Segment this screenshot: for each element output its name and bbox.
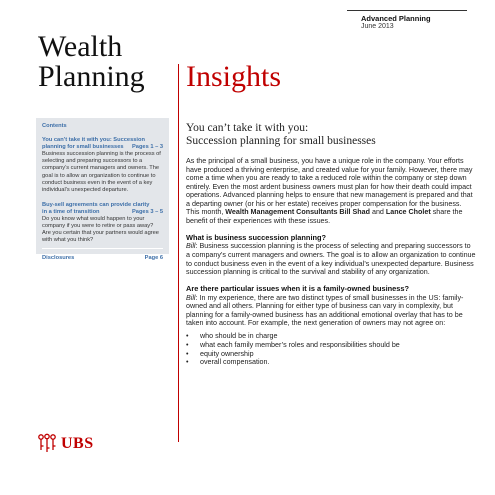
answer-1-speaker: Bill	[186, 242, 196, 251]
article-title-line-2: Succession planning for small businesses	[186, 135, 376, 147]
contents-divider	[42, 248, 163, 249]
disagreement-list	[186, 332, 476, 366]
contents-item-2-row[interactable]	[42, 209, 163, 216]
question-2-heading: Are there particular issues when it is a family-owned business?	[186, 284, 410, 294]
list-item: • equity ownership	[200, 350, 476, 359]
article-title-line-1: You can’t take it with you:	[186, 122, 309, 134]
ubs-keys-icon	[36, 433, 58, 455]
contents-item-2-pages[interactable]: Pages 3 – 5	[132, 208, 163, 215]
contents-item-1-title-line-1[interactable]: You can’t take it with you: Succession	[42, 137, 145, 144]
consultant-names: Wealth Management Consultants Bill Shad	[225, 208, 370, 217]
ubs-logo	[36, 433, 94, 455]
list-item: • what each family member’s roles and responsibilities should be	[200, 341, 476, 350]
list-item: • overall compensation.	[200, 358, 476, 367]
contents-item-1-row[interactable]	[42, 144, 163, 151]
publication-meta	[361, 15, 431, 31]
intro-end: share the benefit of their experiences with these issues.	[186, 208, 463, 225]
contents-item-1-pages[interactable]: Pages 1 – 3	[132, 144, 163, 151]
article-body	[186, 157, 476, 367]
contents-item-3-pages[interactable]: Page 6	[144, 255, 163, 262]
contents-item-2-title-line-2[interactable]: in a time of transition	[42, 208, 100, 215]
list-item: • who should be in charge	[200, 332, 476, 341]
masthead-accent: Insights	[186, 60, 282, 93]
masthead-line-1: Wealth	[38, 30, 123, 63]
article-title	[186, 122, 476, 148]
answer-2-paragraph	[186, 294, 476, 328]
consultant-name-2: Lance Cholet	[385, 208, 431, 217]
contents-item-1-title-line-2[interactable]: planning for small businesses	[42, 144, 124, 151]
answer-2-text: : In my experience, there are two distinct types of small businesses in the US: family-owned and all others. Planning for either type of business can vary in complexity, but planning for a family-owned business has an additional emotional overlay that has to be taken into account. For example, the next generation of owners may not agree on:	[186, 293, 464, 328]
contents-item-2-title-line-1[interactable]: Buy-sell agreements can provide clarity	[42, 201, 150, 208]
vertical-divider	[178, 64, 179, 442]
contents-item-2-description: Do you know what would happen to your company if you were to retire or pass away? Are you certain that your partners would agree with what you think?	[42, 216, 159, 244]
masthead-line-2: Planning	[38, 60, 145, 93]
contents-item-3-title[interactable]: Disclosures	[42, 255, 75, 262]
contents-label: Contents	[42, 123, 67, 129]
issue-date: June 2013	[361, 23, 394, 30]
series-name: Advanced Planning	[361, 14, 431, 23]
question-1-heading: What is business succession planning?	[186, 232, 327, 242]
intro-paragraph	[186, 157, 476, 225]
contents-item-3-row[interactable]	[42, 255, 163, 262]
header-rule	[347, 10, 467, 11]
intro-text: As the principal of a small business, you have a unique role in the company. Your efforts have produced a thriving enterprise, and created value for your family. However, there may come a time when you are ready to take a reduced role within the company or step down entirely. Even the most ardent business owners must plan for how their death could impact operations. Advanced planning helps to ensure that new management is prepared and that a departing owner (or his or her estate) receives proper compensation for the business. This month,	[186, 157, 473, 217]
answer-1-paragraph	[186, 242, 476, 276]
conjunction: and	[369, 208, 386, 217]
answer-1-text: : Business succession planning is the process of selecting and preparing successors to a company’s current managers and owners. The goal is to allow an organization to continue to conduct business even in the event of a key individual’s unexpected departure. Business succession planning is critical to the survival and stability of any organization.	[186, 242, 476, 277]
ubs-wordmark: UBS	[61, 435, 94, 452]
answer-2-speaker: Bill	[186, 293, 196, 302]
contents-item-1-description: Business succession planning is the process of selecting and preparing successors to a company’s current managers and owners. The goal is to allow an organization to continue to conduct business even in the event of a key individual’s unexpected departure.	[42, 151, 161, 193]
contents-sidebar	[36, 118, 169, 262]
